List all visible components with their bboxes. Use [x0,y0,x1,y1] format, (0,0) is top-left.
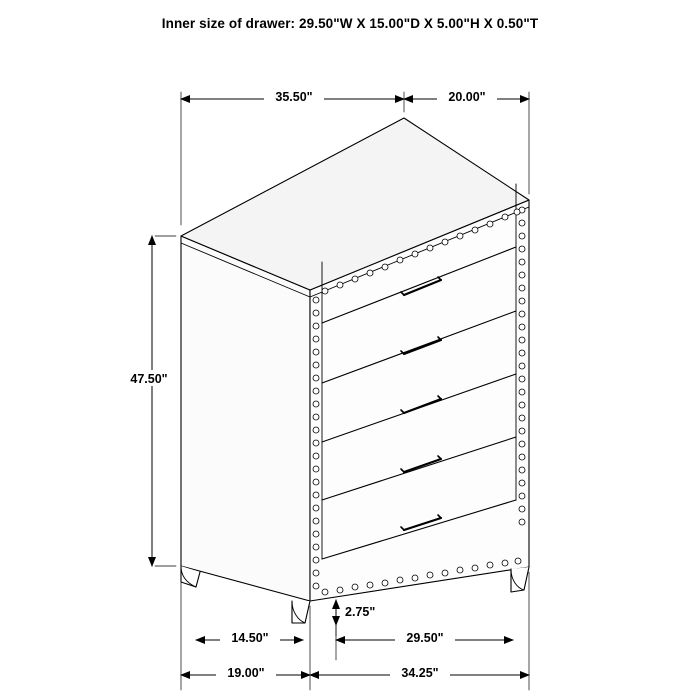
chest-left-side-panel [181,236,310,601]
label-footprint-width: 34.25" [401,666,439,680]
label-top-width: 35.50" [275,90,313,104]
label-leg-clearance: 2.75" [345,605,376,619]
label-base-side: 14.50" [231,631,269,645]
label-base-front: 29.50" [406,631,444,645]
label-footprint-depth: 19.00" [227,666,265,680]
leg-front-right [511,567,529,592]
leg-front-left [292,601,310,623]
nailhead-trim-front-left [313,297,319,589]
label-top-depth: 20.00" [448,90,486,104]
page-title: Inner size of drawer: 29.50"W X 15.00"D X 5.00"H X 0.50"T [161,16,539,31]
label-height: 47.50" [130,372,168,386]
